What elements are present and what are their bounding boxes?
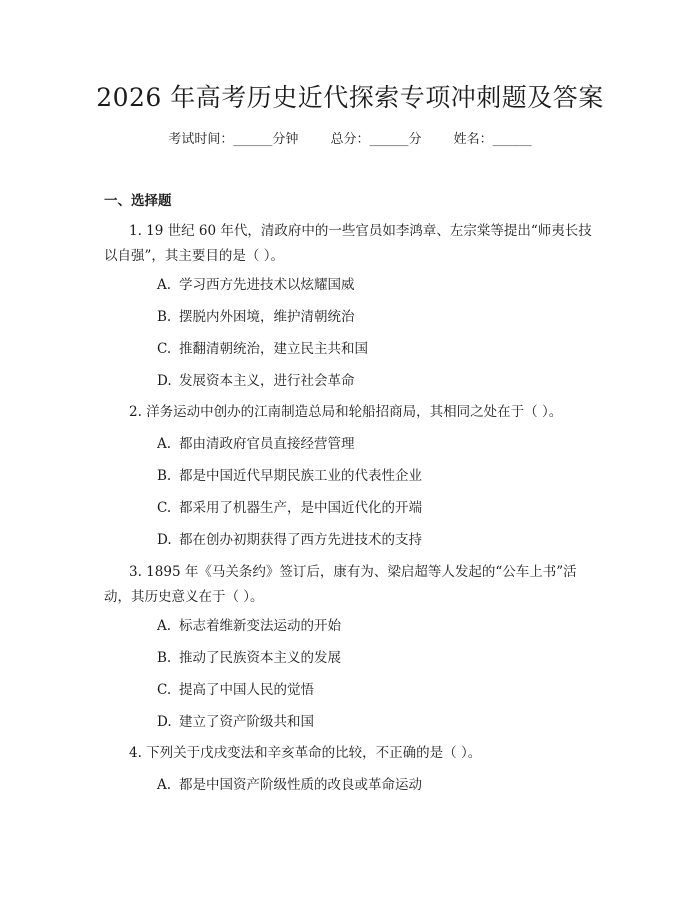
option-text: 发展资本主义，进行社会革命 <box>179 373 355 389</box>
option-text: 提高了中国人民的觉悟 <box>179 682 314 698</box>
option-letter: B. <box>157 309 172 325</box>
question-1-option-a <box>157 275 355 295</box>
question-2-option-c <box>157 498 422 518</box>
question-3-option-d <box>157 712 314 732</box>
question-4-option-a <box>157 775 422 795</box>
option-letter: C. <box>157 500 172 516</box>
question-2-option-b <box>157 466 422 486</box>
exam-time-label: 考试时间：______分钟 <box>168 132 299 147</box>
question-1-option-b <box>157 307 355 327</box>
section-title: 一、选择题 <box>104 193 172 209</box>
option-text: 都由清政府官员直接经营管理 <box>179 436 355 452</box>
option-text: 都采用了机器生产，是中国近代化的开端 <box>179 500 422 516</box>
question-3-option-a <box>157 616 341 636</box>
option-letter: A. <box>157 277 172 293</box>
option-letter: B. <box>157 468 172 484</box>
option-letter: C. <box>157 682 172 698</box>
option-letter: D. <box>157 532 172 548</box>
option-text: 标志着维新变法运动的开始 <box>179 618 341 634</box>
option-letter: D. <box>157 714 172 730</box>
option-text: 都在创办初期获得了西方先进技术的支持 <box>179 532 422 548</box>
question-2-option-a <box>157 434 355 454</box>
option-letter: A. <box>157 436 172 452</box>
question-1-option-c <box>157 339 368 359</box>
option-letter: B. <box>157 650 172 666</box>
option-letter: A. <box>157 777 172 793</box>
question-3-option-c <box>157 680 314 700</box>
question-2-option-d <box>157 530 422 550</box>
option-letter: C. <box>157 341 172 357</box>
student-name-label: 姓名：______ <box>453 132 532 147</box>
total-score-label: 总分：______分 <box>330 132 422 147</box>
page-title: 2026 年高考历史近代探索专项冲刺题及答案 <box>96 83 604 112</box>
option-letter: D. <box>157 373 172 389</box>
option-text: 都是中国近代早期民族工业的代表性企业 <box>179 468 422 484</box>
option-text: 推翻清朝统治，建立民主共和国 <box>179 341 368 357</box>
question-3-option-b <box>157 648 341 668</box>
question-1-option-d <box>157 371 355 391</box>
option-text: 推动了民族资本主义的发展 <box>179 650 341 666</box>
option-letter: A. <box>157 618 172 634</box>
question-3-text: 3. 1895 年《马关条约》签订后，康有为、梁启超等人发起的“公车上书”活动，其历史意义在于（ ）。 <box>104 564 577 605</box>
option-text: 学习西方先进技术以炫耀国威 <box>179 277 355 293</box>
option-text: 都是中国资产阶级性质的改良或革命运动 <box>179 777 422 793</box>
question-1-text: 1. 19 世纪 60 年代，清政府中的一些官员如李鸿章、左宗棠等提出“师夷长技以自强”，其主要目的是（ ）。 <box>104 223 592 264</box>
option-text: 建立了资产阶级共和国 <box>179 714 314 730</box>
exam-meta <box>0 130 700 150</box>
question-2-text: 2. 洋务运动中创办的江南制造总局和轮船招商局，其相同之处在于（ ）。 <box>129 404 563 420</box>
option-text: 摆脱内外困境，维护清朝统治 <box>179 309 355 325</box>
question-4-text: 4. 下列关于戊戌变法和辛亥革命的比较，不正确的是（ ）。 <box>129 745 482 761</box>
